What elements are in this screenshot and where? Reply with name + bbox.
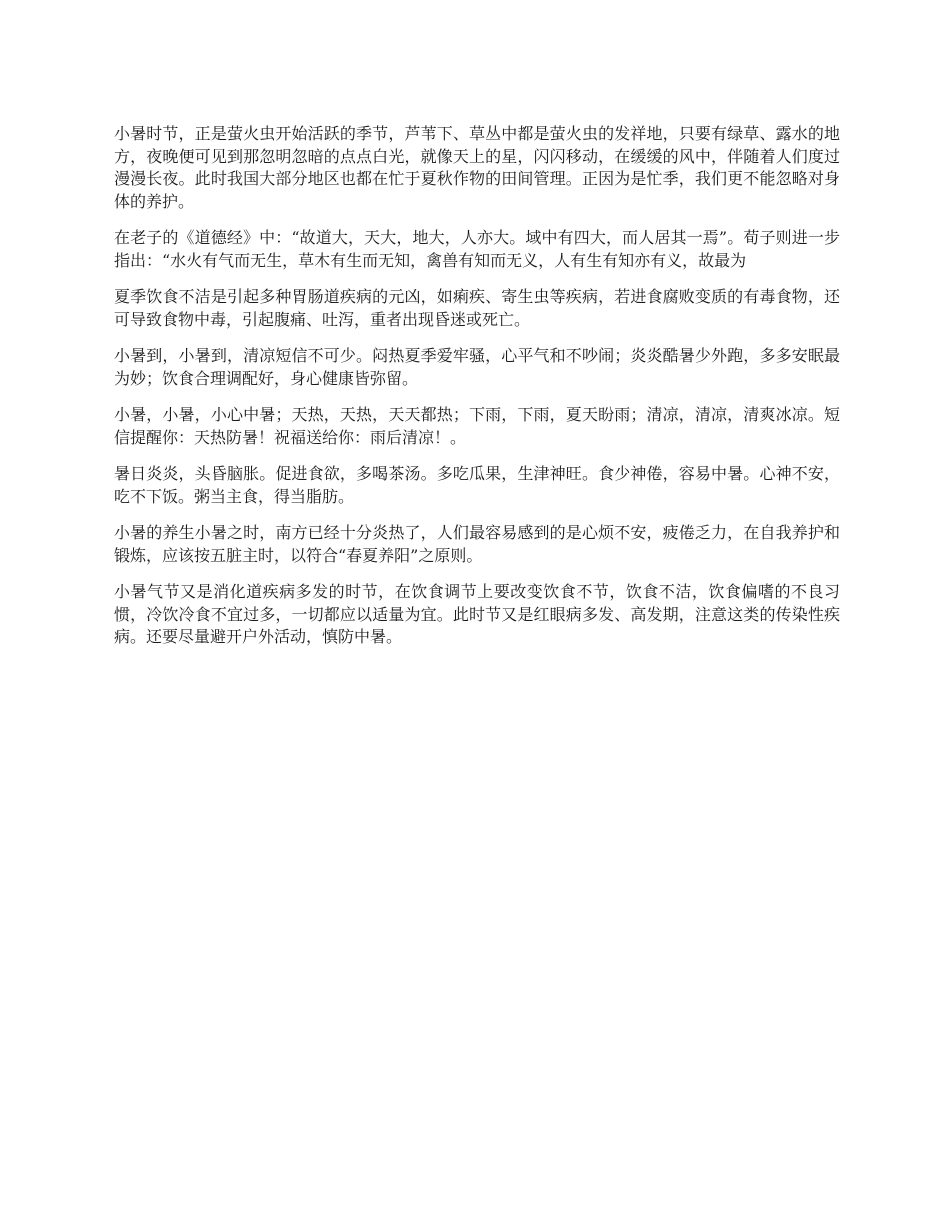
paragraph-7: 小暑的养生小暑之时，南方已经十分炎热了，人们最容易感到的是心烦不安，疲倦乏力，在自我养护和锻炼，应该按五脏主时，以符合“春夏养阳”之原则。 [114,523,840,565]
paragraph-6: 暑日炎炎，头昏脑胀。促进食欲，多喝茶汤。多吃瓜果，生津神旺。食少神倦，容易中暑。心神不安，吃不下饭。粥当主食，得当脂肪。 [114,464,840,506]
paragraph-5: 小暑，小暑，小心中暑；天热，天热，天天都热；下雨，下雨，夏天盼雨；清凉，清凉，清爽冰凉。短信提醒你：天热防暑！祝福送给你：雨后清凉！。 [114,405,840,447]
document-body [114,123,840,663]
paragraph-8: 小暑气节又是消化道疾病多发的时节，在饮食调节上要改变饮食不节，饮食不洁，饮食偏嗜的不良习惯，冷饮冷食不宜过多，一切都应以适量为宜。此时节又是红眼病多发、高发期，注意这类的传染性疾病。还要尽量避开户外活动，慎防中暑。 [114,582,840,646]
paragraph-1: 小暑时节，正是萤火虫开始活跃的季节，芦苇下、草丛中都是萤火虫的发祥地，只要有绿草、露水的地方，夜晚便可见到那忽明忽暗的点点白光，就像天上的星，闪闪移动，在缓缓的风中，伴随着人们度过漫漫长夜。此时我国大部分地区也都在忙于夏秋作物的田间管理。正因为是忙季，我们更不能忽略对身体的养护。 [114,124,840,211]
paragraph-4: 小暑到，小暑到，清凉短信不可少。闷热夏季爱牢骚，心平气和不吵闹；炎炎酷暑少外跑，多多安眠最为妙；饮食合理调配好，身心健康皆弥留。 [114,346,840,388]
paragraph-2: 在老子的《道德经》中：“故道大，天大，地大，人亦大。域中有四大，而人居其一焉”。荀子则进一步指出：“水火有气而无生，草木有生而无知，禽兽有知而无义，人有生有知亦有义，故最为 [114,228,840,270]
paragraph-3: 夏季饮食不洁是引起多种胃肠道疾病的元凶，如痢疾、寄生虫等疾病，若进食腐败变质的有毒食物，还可导致食物中毒，引起腹痛、吐泻，重者出现昏迷或死亡。 [114,287,840,329]
